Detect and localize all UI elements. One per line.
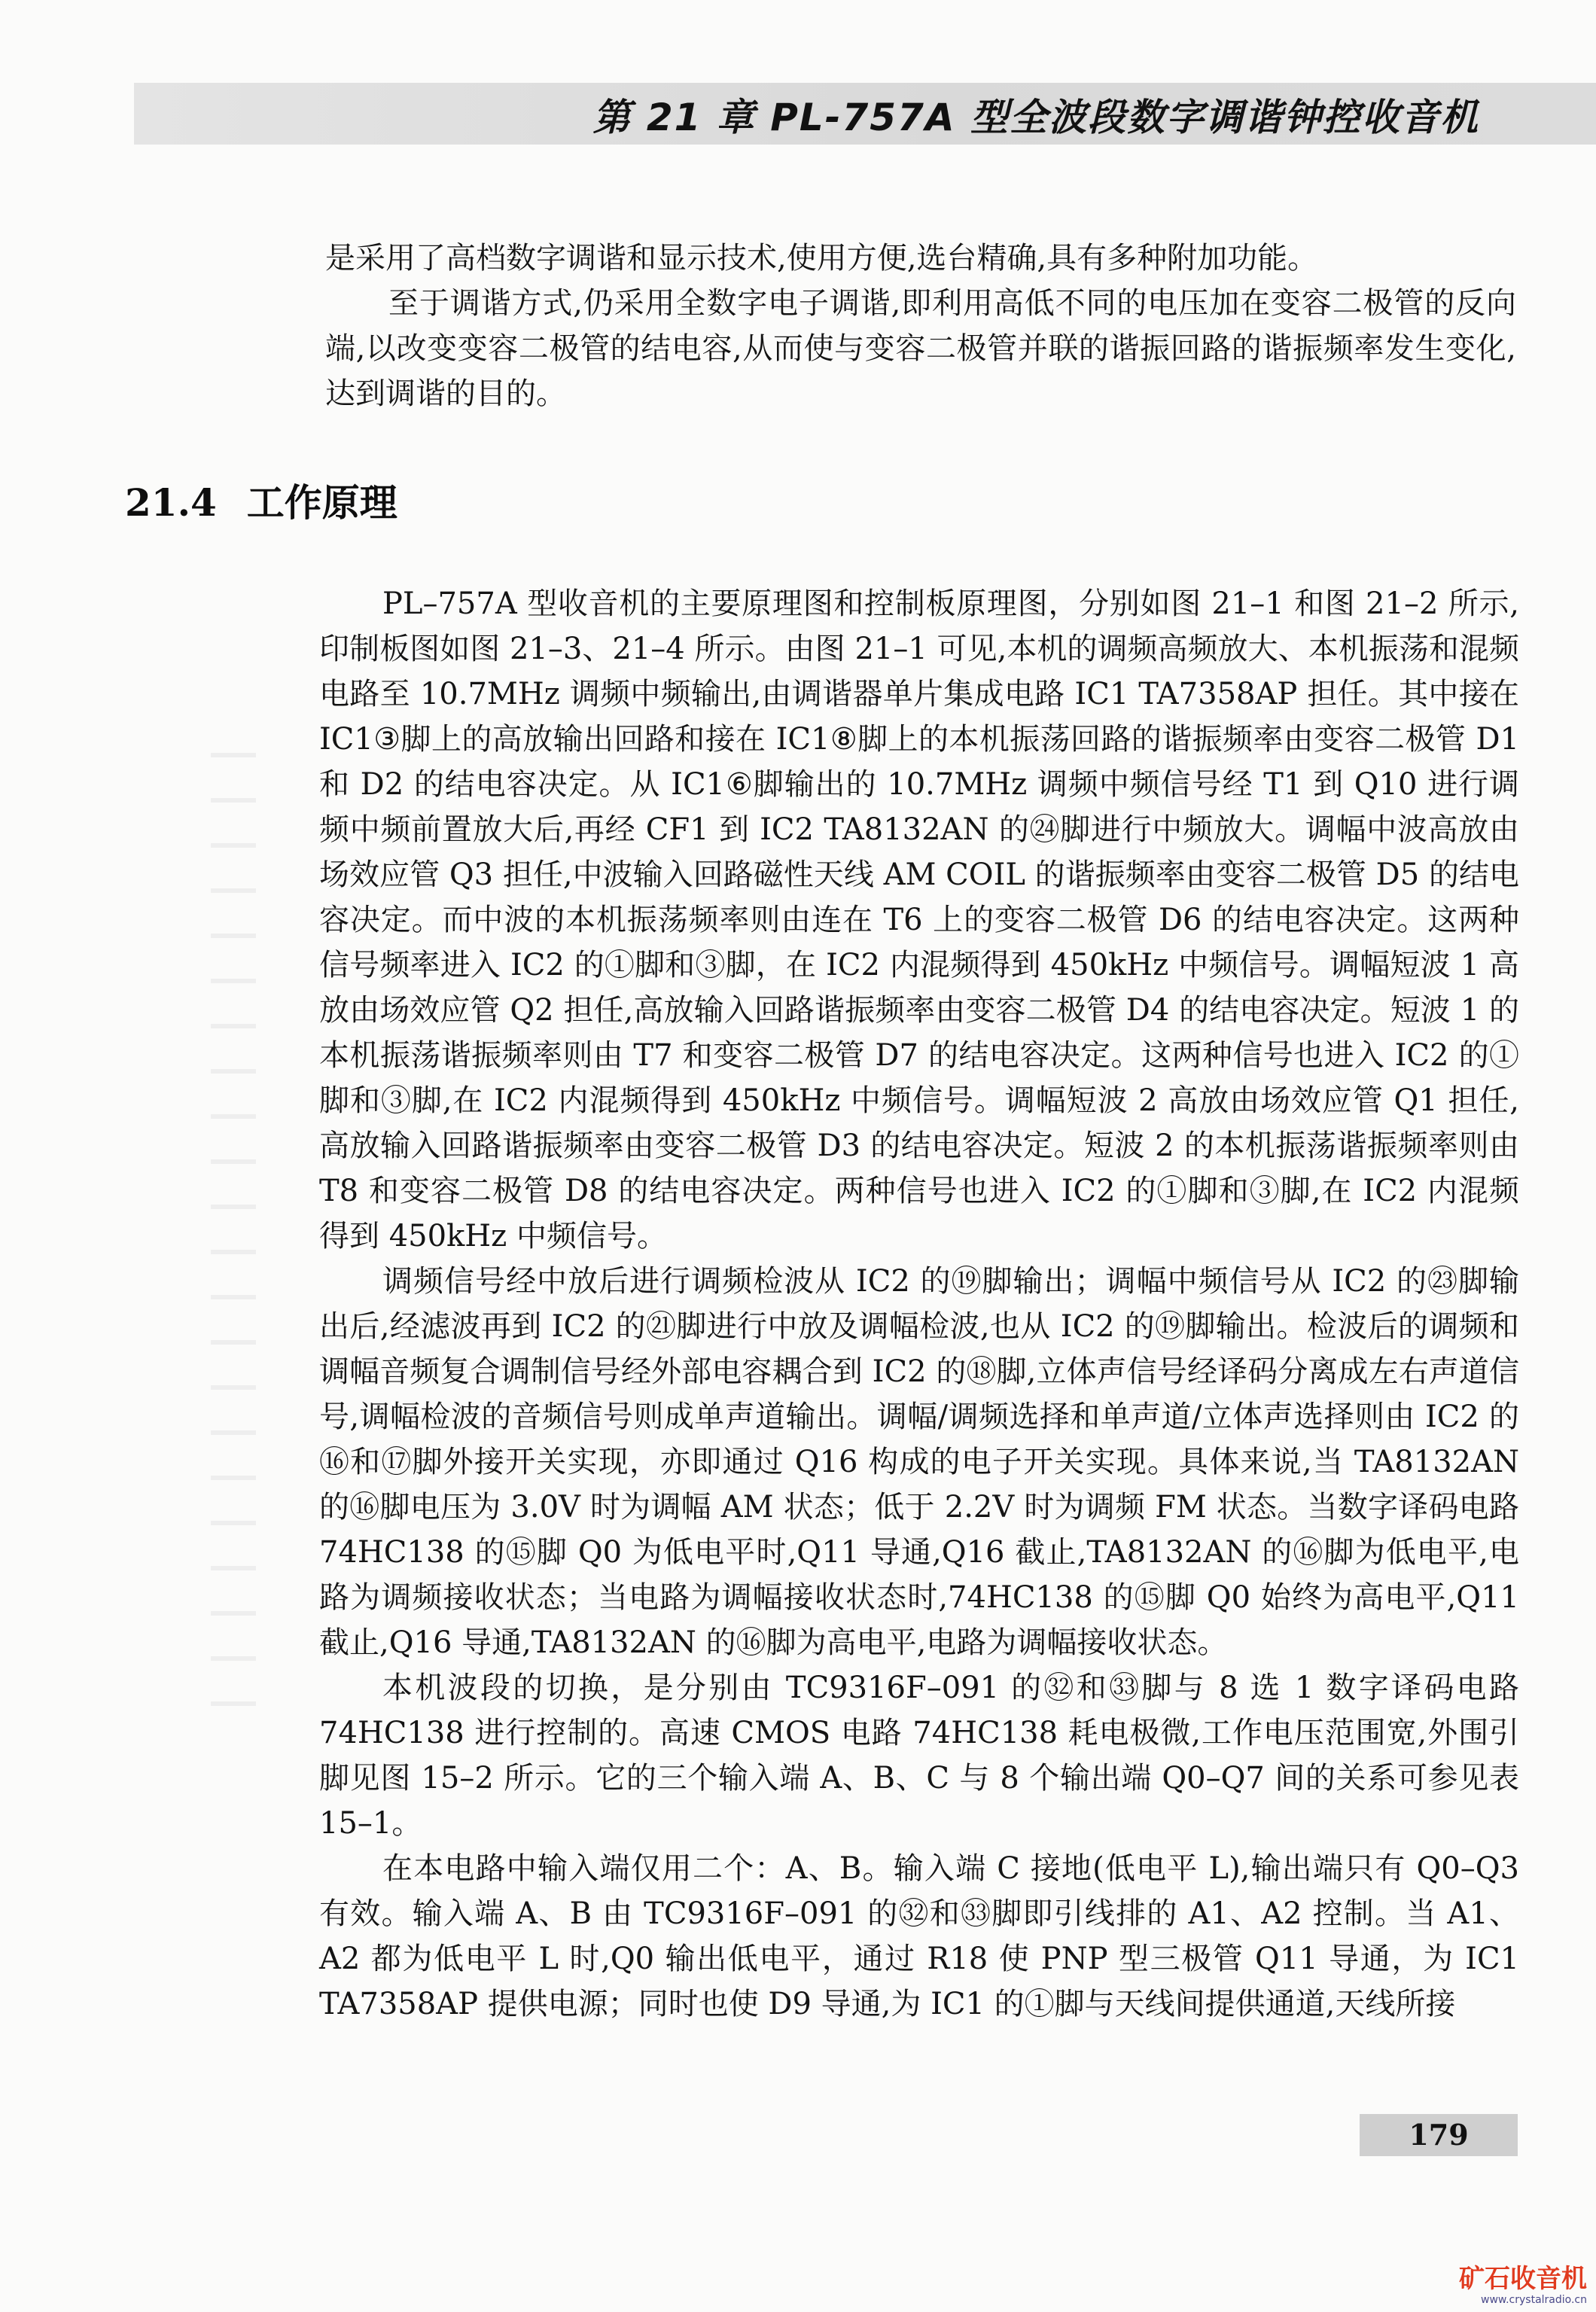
watermark-url: www.crystalradio.cn xyxy=(1481,2294,1587,2306)
intro-paragraph-2: 至于调谐方式,仍采用全数字电子调谐,即利用高低不同的电压加在变容二极管的反向端,以改变变容二极管的结电容,从而使与变容二极管并联的谐振回路的谐振频率发生变化,达到调谐的目的。 xyxy=(325,286,1516,411)
section-body xyxy=(319,581,1519,2027)
site-watermark xyxy=(1444,2264,1587,2306)
intro-text xyxy=(325,236,1516,416)
body-paragraph-2: 调频信号经中放后进行调频检波从 IC2 的⑲脚输出；调幅中频信号从 IC2 的㉓脚输出后,经滤波再到 IC2 的㉑脚进行中放及调幅检波,也从 IC2 的⑲脚输出。检波后的调频和调幅音频复合调制信号经外部电容耦合到 IC2 的⑱脚,立体声信号经译码分离成左右声道信号,调幅检波的音频信号则成单声道输出。调幅/调频选择和单声道/立体声选择则由 IC2 的⑯和⑰脚外接开关实现，亦即通过 Q16 构成的电子开关实现。具体来说,当 TA8132AN 的⑯脚电压为 3.0V 时为调幅 AM 状态；低于 2.2V 时为调频 FM 状态。当数字译码电路 74HC138 的⑮脚 Q0 为低电平时,Q11 导通,Q16 截止,TA8132AN 的⑯脚为低电平,电路为调频接收状态；当电路为调幅接收状态时,74HC138 的⑮脚 Q0 始终为高电平,Q11 截止,Q16 导通,TA8132AN 的⑯脚为高电平,电路为调幅接收状态。 xyxy=(319,1264,1519,1660)
watermark-site-name: 矿石收音机 xyxy=(1459,2264,1587,2294)
section-heading xyxy=(125,473,397,527)
intro-paragraph-1: 是采用了高档数字调谐和显示技术,使用方便,选台精确,具有多种附加功能。 xyxy=(325,241,1318,276)
show-through-shadow xyxy=(211,753,256,1732)
section-number: 21.4 xyxy=(125,480,217,525)
body-paragraph-3: 本机波段的切换，是分别由 TC9316F–091 的㉜和㉝脚与 8 选 1 数字译码电路 74HC138 进行控制的。高速 CMOS 电路 74HC138 耗电极微,工作电压范围宽,外围引脚见图 15–2 所示。它的三个输入端 A、B、C 与 8 个输出端 Q0–Q7 间的关系可参见表 15–1。 xyxy=(319,1671,1519,1841)
page-number: 179 xyxy=(1360,2114,1518,2156)
section-title: 工作原理 xyxy=(246,480,397,525)
body-paragraph-1: PL–757A 型收音机的主要原理图和控制板原理图，分别如图 21–1 和图 21–2 所示,印制板图如图 21–3、21–4 所示。由图 21–1 可见,本机的调频高频放大、本机振荡和混频电路至 10.7MHz 调频中频输出,由调谐器单片集成电路 IC1 TA7358AP 担任。其中接在 IC1③脚上的高放输出回路和接在 IC1⑧脚上的本机振荡回路的谐振频率由变容二极管 D1 和 D2 的结电容决定。从 IC1⑥脚输出的 10.7MHz 调频中频信号经 T1 到 Q10 进行调频中频前置放大后,再经 CF1 到 IC2 TA8132AN 的㉔脚进行中频放大。调幅中波高放由场效应管 Q3 担任,中波输入回路磁性天线 AM COIL 的谐振频率由变容二极管 D5 的结电容决定。而中波的本机振荡频率则由连在 T6 上的变容二极管 D6 的结电容决定。这两种信号频率进入 IC2 的①脚和③脚，在 IC2 内混频得到 450kHz 中频信号。调幅短波 1 高放由场效应管 Q2 担任,高放输入回路谐振频率由变容二极管 D4 的结电容决定。短波 1 的本机振荡谐振频率则由 T7 和变容二极管 D7 的结电容决定。这两种信号也进入 IC2 的①脚和③脚,在 IC2 内混频得到 450kHz 中频信号。调幅短波 2 高放由场效应管 Q1 担任,高放输入回路谐振频率由变容二极管 D3 的结电容决定。短波 2 的本机振荡谐振频率则由 T8 和变容二极管 D8 的结电容决定。两种信号也进入 IC2 的①脚和③脚,在 IC2 内混频得到 450kHz 中频信号。 xyxy=(319,586,1519,1253)
running-header-title: 第 21 章 PL-757A 型全波段数字调谐钟控收音机 xyxy=(592,96,1479,139)
body-paragraph-4: 在本电路中输入端仅用二个：A、B。输入端 C 接地(低电平 L),输出端只有 Q0–Q3 有效。输入端 A、B 由 TC9316F–091 的㉜和㉝脚即引线排的 A1、A2 控制。当 A1、A2 都为低电平 L 时,Q0 输出低电平，通过 R18 使 PNP 型三极管 Q11 导通，为 IC1 TA7358AP 提供电源；同时也使 D9 导通,为 IC1 的①脚与天线间提供通道,天线所接 xyxy=(319,1851,1519,2021)
